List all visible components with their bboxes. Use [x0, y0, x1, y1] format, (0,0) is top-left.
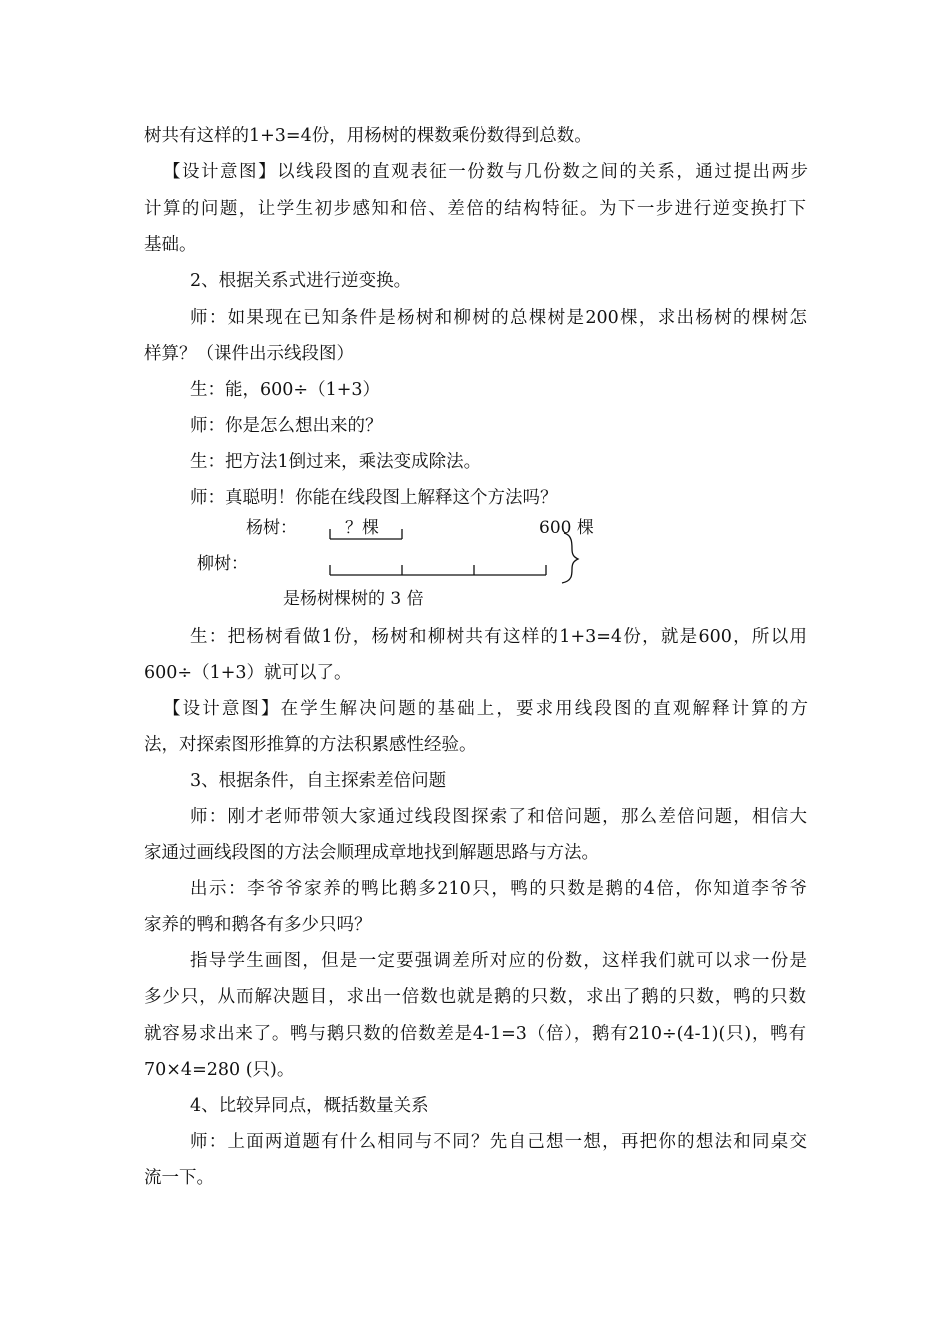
- paragraph-line: 生：把方法1倒过来，乘法变成除法。: [190, 452, 482, 472]
- paragraph-line: 师：你是怎么想出来的？: [190, 416, 383, 436]
- section-heading: 2、根据关系式进行逆变换。: [190, 271, 412, 291]
- paragraph-line: 师：真聪明！你能在线段图上解释这个方法吗？: [190, 488, 558, 508]
- total-label: 600 棵: [539, 518, 594, 538]
- paragraph-line: 基础。: [144, 235, 197, 255]
- paragraph-line: 【设计意图】在学生解决问题的基础上，要求用线段图的直观解释计算的方: [163, 699, 808, 719]
- section-heading: 3、根据条件，自主探索差倍问题: [190, 771, 447, 791]
- poplar-label: 杨树：: [246, 518, 297, 538]
- paragraph-line: 师：如果现在已知条件是杨树和柳树的总棵树是200棵，求出杨树的棵树怎: [190, 308, 807, 328]
- diagram-caption: 是杨树棵树的 3 倍: [283, 589, 424, 609]
- segment-lines: [0, 505, 950, 615]
- paragraph-line: 法，对探索图形推算的方法积累感性经验。: [144, 735, 477, 755]
- paragraph-line: 多少只，从而解决题目，求出一倍数也就是鹅的只数，求出了鹅的只数，鸭的只数: [144, 987, 806, 1007]
- willow-label: 柳树：: [197, 554, 248, 574]
- paragraph-line: 600÷（1+3）就可以了。: [144, 663, 352, 683]
- paragraph-line: 就容易求出来了。鸭与鹅只数的倍数差是4-1=3（倍），鹅有210÷(4-1)(只)，鸭有: [144, 1024, 806, 1044]
- paragraph-line: 【设计意图】以线段图的直观表征一份数与几份数之间的关系，通过提出两步: [163, 162, 808, 182]
- paragraph-line: 计算的问题，让学生初步感知和倍、差倍的结构特征。为下一步进行逆变换打下: [144, 199, 806, 219]
- line-segment-diagram: [0, 505, 950, 615]
- paragraph-line: 家通过画线段图的方法会顺理成章地找到解题思路与方法。: [144, 843, 599, 863]
- paragraph-line: 流一下。: [144, 1168, 214, 1188]
- paragraph-line: 师：刚才老师带领大家通过线段图探索了和倍问题，那么差倍问题，相信大: [190, 807, 807, 827]
- paragraph-line: 样算？（课件出示线段图）: [144, 344, 354, 364]
- section-heading: 4、比较异同点，概括数量关系: [190, 1096, 429, 1116]
- total-brace: [562, 533, 578, 583]
- paragraph-line: 指导学生画图，但是一定要强调差所对应的份数，这样我们就可以求一份是: [190, 951, 807, 971]
- paragraph-line: 师：上面两道题有什么相同与不同？先自己想一想，再把你的想法和同桌交: [190, 1132, 807, 1152]
- paragraph-line: 70×4=280 (只)。: [144, 1060, 295, 1080]
- paragraph-line: 树共有这样的1+3=4份，用杨树的棵数乘份数得到总数。: [144, 126, 592, 146]
- poplar-unknown-label: ？棵: [345, 518, 379, 538]
- paragraph-line: 家养的鸭和鹅各有多少只吗？: [144, 915, 372, 935]
- paragraph-line: 生：能，600÷（1+3）: [190, 380, 380, 400]
- paragraph-line: 生：把杨树看做1份，杨树和柳树共有这样的1+3=4份，就是600，所以用: [190, 627, 807, 647]
- paragraph-line: 出示：李爷爷家养的鸭比鹅多210只，鸭的只数是鹅的4倍，你知道李爷爷: [190, 879, 807, 899]
